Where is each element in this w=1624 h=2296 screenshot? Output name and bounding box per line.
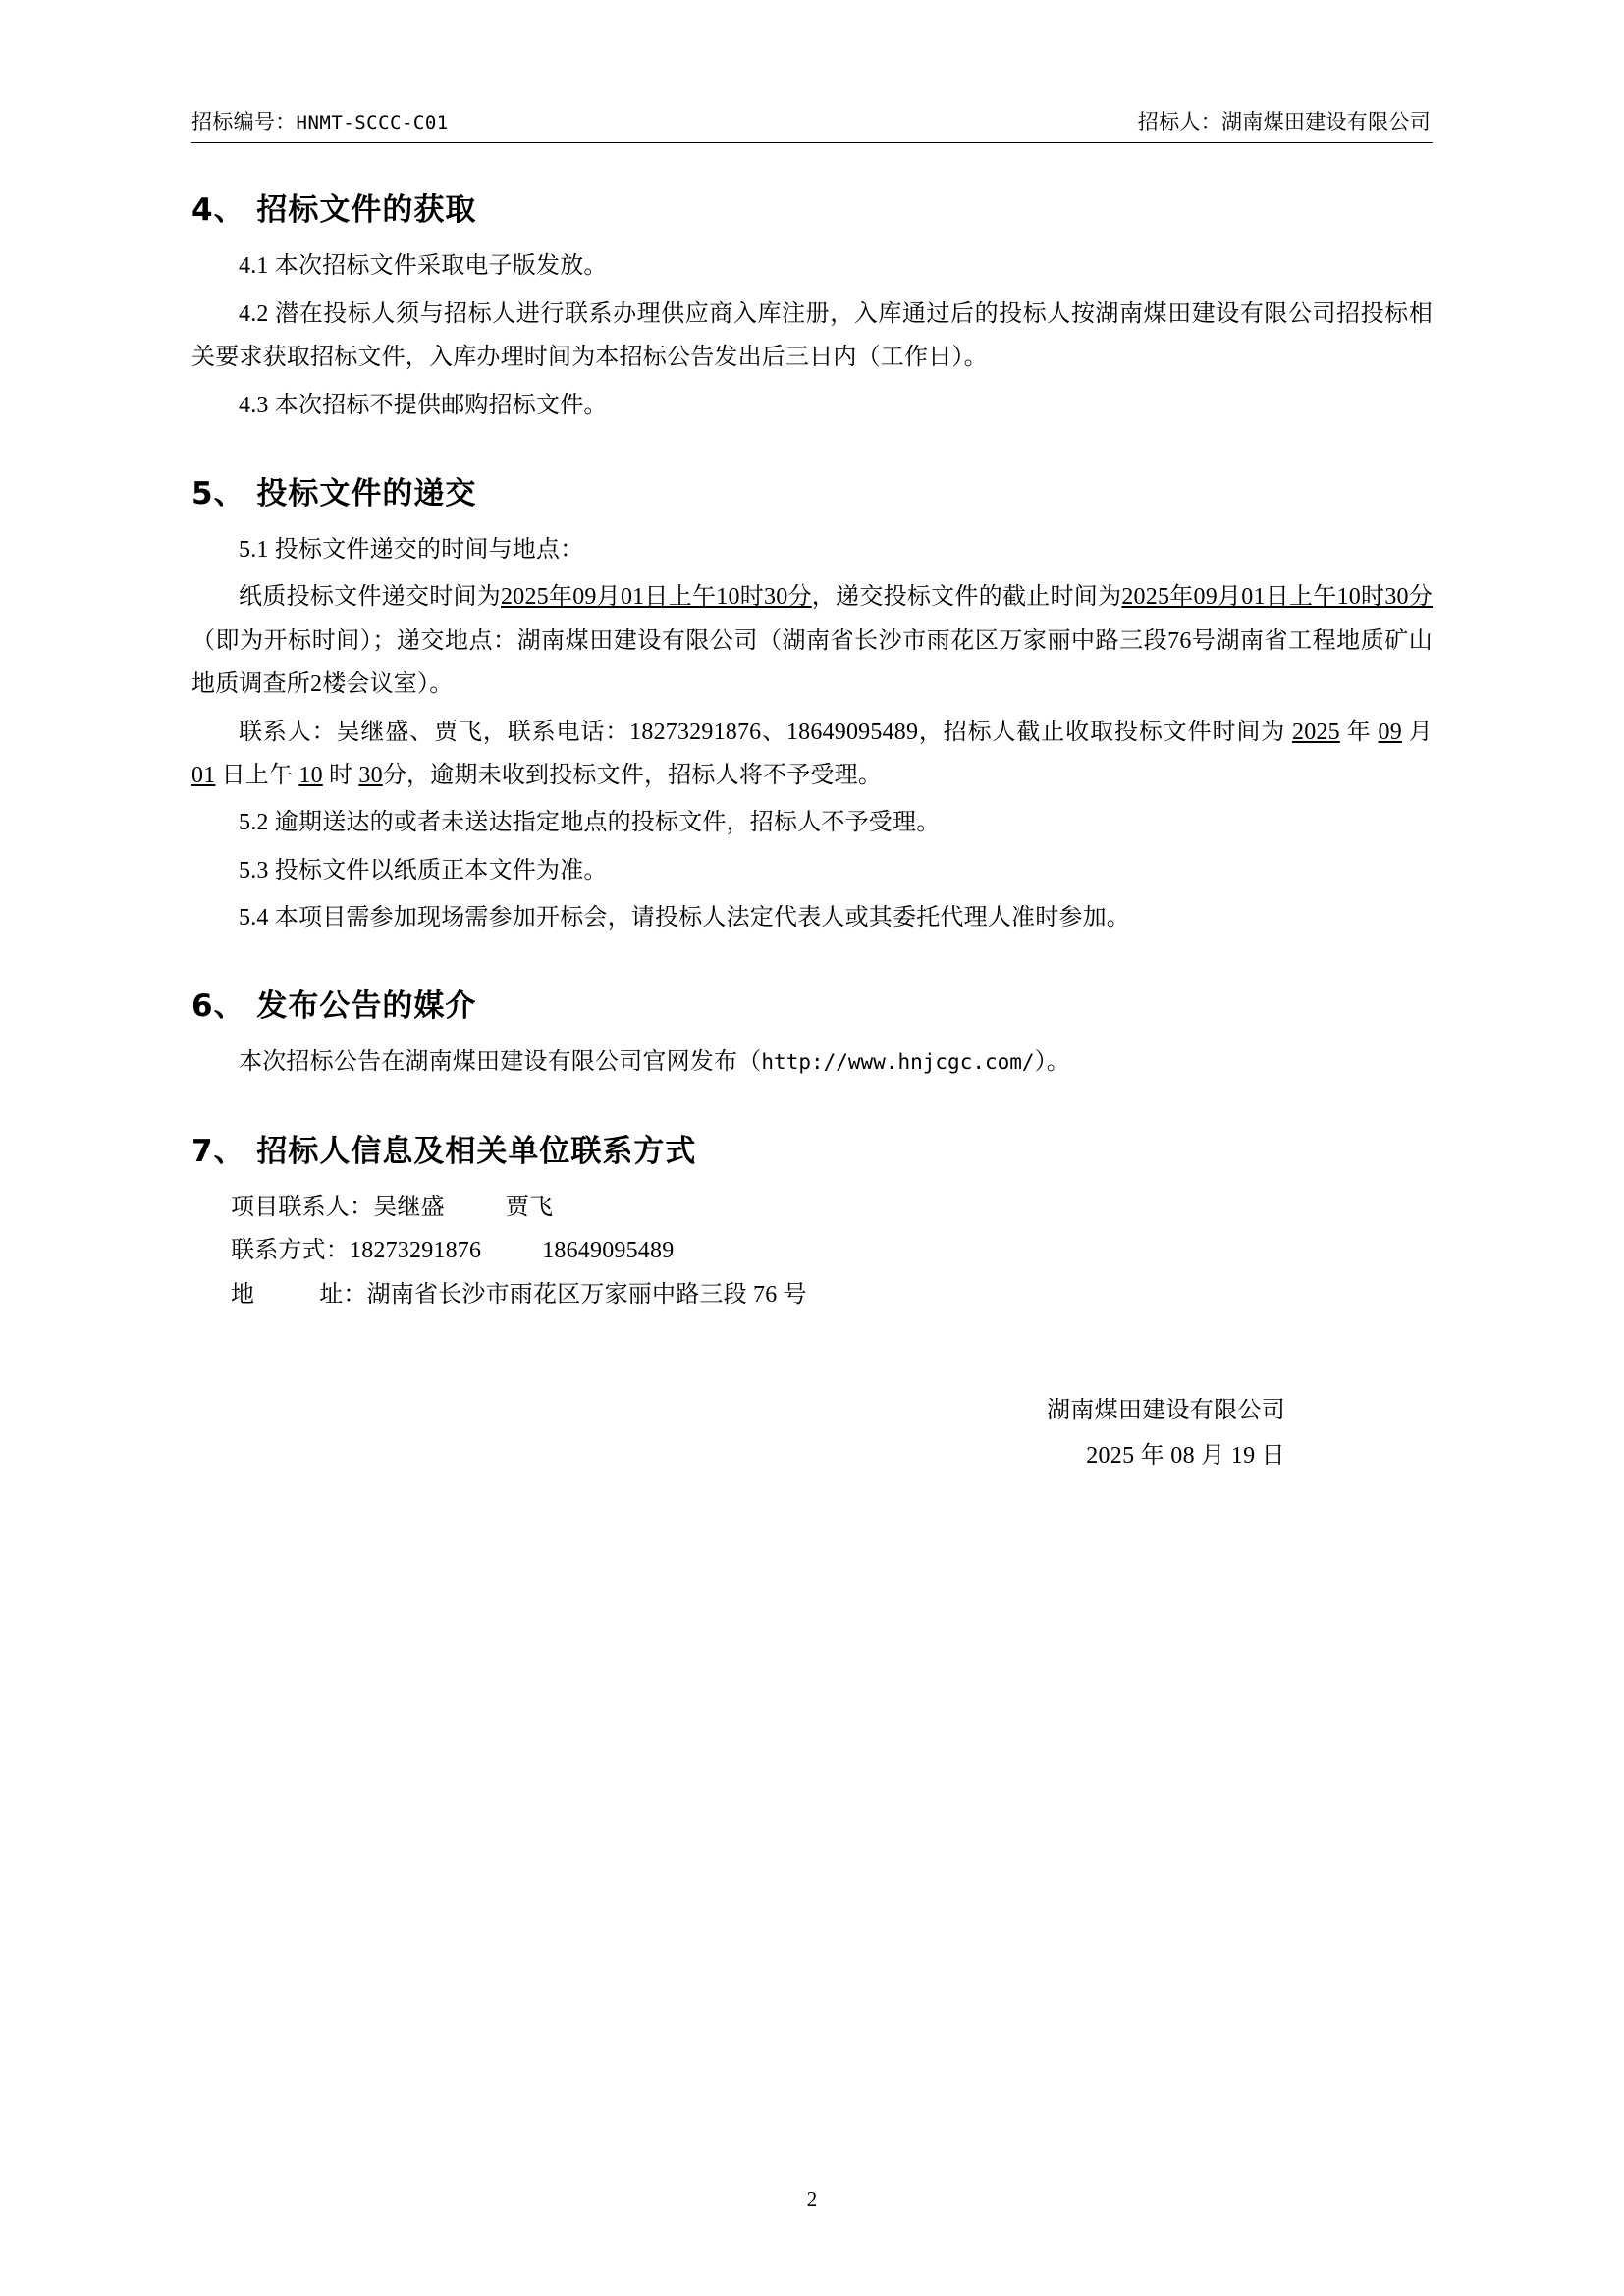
section-5-title: 5、 投标文件的递交 [191,475,477,511]
signature-date: 2025 年 08 月 19 日 [1086,1442,1285,1468]
bid-number-label: 招标编号： [191,110,297,133]
section-4-paragraph-1: 4.1 本次招标文件采取电子版发放。 [239,253,608,280]
submit-time-prefix: 纸质投标文件递交时间为 [239,584,502,611]
section-4-title: 4、 招标文件的获取 [191,192,477,229]
submit-location-text: （即为开标时间）；递交地点：湖南煤田建设有限公司（湖南省长沙市雨花区万家丽中路三段76号湖南省工程地质矿山地质调查所2楼会议室）。 [191,627,1433,698]
section-5-paragraph-4: 5.2 逾期送达的或者未送达指定地点的投标文件，招标人不予受理。 [239,810,941,836]
page-number: 2 [806,2187,818,2211]
section-5-paragraph-1: 5.1 投标文件递交的时间与地点： [239,536,584,562]
signature-block [191,1389,1433,1478]
tenderer-value: 湖南煤田建设有限公司 [1221,110,1431,133]
deadline-suffix-text: 分，逾期未收到投标文件，招标人将不予受理。 [382,762,883,788]
submit-datetime-2: 2025年09月01日上午10时30分 [1121,584,1433,611]
deadline-hour-label: 时 [322,762,359,788]
section-5-paragraph-5: 5.3 投标文件以纸质正本文件为准。 [239,857,608,883]
section-5-paragraph-6: 5.4 本项目需参加现场需参加开标会，请投标人法定代表人或其委托代理人准时参加。 [239,905,1130,932]
submit-time-middle: ，递交投标文件的截止时间为 [811,584,1122,611]
project-contact-name-2: 贾飞 [505,1194,554,1220]
deadline-year-label: 年 [1339,719,1379,745]
project-contact-name-1: 吴继盛 [373,1194,445,1220]
address-value: 湖南省长沙市雨花区万家丽中路三段 76 号 [366,1281,807,1308]
announcement-media-suffix: ）。 [1034,1049,1070,1076]
address-label-part1: 地 [231,1281,255,1308]
deadline-hour: 10 [298,762,323,788]
contact-phone-2: 18649095489 [542,1238,675,1264]
address-line [191,1273,1433,1316]
section-5-paragraph-2 [191,575,1433,706]
contact-phone-text: 联系人：吴继盛、贾飞，联系电话：18273291876、18649095489，招标人截止收取投标文件时间为 [239,719,1293,745]
bid-number-value: HNMT-SCCC-C01 [296,112,449,133]
section-4-paragraph-2: 4.2 潜在投标人须与招标人进行联系办理供应商入库注册，入库通过后的投标人按湖南煤田建设有限公司招投标相关要求获取招标文件，入库办理时间为本招标公告发出后三日内（工作日）。 [191,300,1433,371]
contact-phone-label: 联系方式： [231,1238,350,1264]
deadline-day: 01 [191,762,216,788]
section-6-title: 6、 发布公告的媒介 [191,988,477,1025]
address-label-part2: 址： [319,1281,367,1308]
deadline-month: 09 [1378,719,1402,745]
section-5-paragraph-3 [191,711,1433,798]
section-6-paragraph-1 [191,1041,1433,1084]
contact-phone-1: 18273291876 [350,1238,482,1264]
section-4-paragraph-3: 4.3 本次招标不提供邮购招标文件。 [239,392,608,418]
header-right [1138,108,1433,136]
deadline-minute: 30 [358,762,383,788]
announcement-media-text: 本次招标公告在湖南煤田建设有限公司官网发布（ [239,1049,762,1076]
deadline-year: 2025 [1292,719,1340,745]
official-website-url[interactable]: http://www.hnjcgc.com/ [761,1050,1035,1075]
project-contact-label: 项目联系人： [231,1194,374,1220]
section-7-title: 7、 招标人信息及相关单位联系方式 [191,1133,697,1169]
deadline-month-label: 月 [1401,719,1434,745]
signature-company: 湖南煤田建设有限公司 [1047,1398,1285,1424]
header-left [191,108,449,136]
page-header [191,108,1433,143]
project-contact-line [191,1186,1433,1229]
deadline-day-label: 日上午 [215,762,299,788]
tenderer-label: 招标人： [1137,110,1221,133]
contact-phone-line [191,1229,1433,1272]
submit-datetime-1: 2025年09月01日上午10时30分 [501,584,812,611]
